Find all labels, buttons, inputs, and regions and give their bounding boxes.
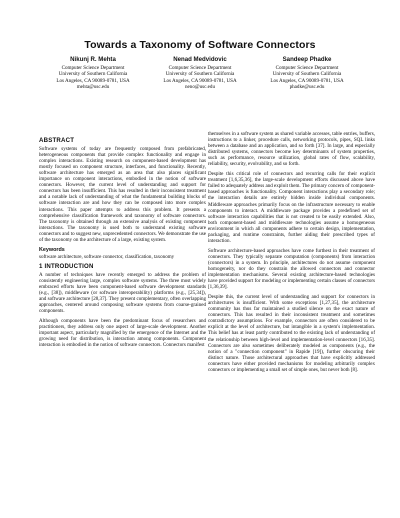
author-addr: Los Angeles, CA 90089-0781, USA: [270, 77, 344, 84]
author-email: neno@usc.edu: [184, 83, 215, 90]
author-3: [254, 57, 360, 90]
author-univ: University of Southern California: [165, 71, 235, 78]
intro-paragraph-1: A number of techniques have recently emerged to address the problem of consistently engineering large, complex software systems. The three most widely embraced efforts have been component-based software development standards (e.g., [38]), middleware (or software interoperability) platforms (e.g., [25,34]), and software architecture [28,37]. They present complementary, often overlapping approaches, centered around composing software systems from coarse-grained components.: [39, 271, 206, 315]
author-block: [40, 57, 360, 90]
author-1: [40, 57, 146, 90]
abstract-heading: ABSTRACT: [39, 137, 75, 144]
author-dept: Computer Science Department: [61, 65, 125, 72]
author-name: Nikunj R. Mehta: [70, 56, 116, 63]
right-paragraph-1: themselves in a software system as shared variable accesses, table entries, buffers, instructions to a linker, procedure calls, networking protocols, pipes, SQL links between a database and an application, and so forth [37]. In large, and especially distributed systems, connectors become key determinants of system properties, such as performance, resource utilization, global rates of flow, scalability, reliability, security, evolvability, and so forth.: [208, 131, 375, 168]
author-addr: Los Angeles, CA 90089-0781, USA: [56, 77, 130, 84]
keywords-text: software architecture, software connector, classification, taxonomy: [39, 253, 175, 260]
author-univ: University of Southern California: [58, 71, 128, 78]
intro-paragraph-2: Although components have been the predominant focus of researchers and practitioners, they address only one aspect of large-scale development. Another important aspect, particularly magnified by the emergence of the Internet and the growing need for distribution, is interaction among components. Component interaction is embodied in the notion of software connectors. Connectors manifest: [39, 318, 206, 349]
left-column: [39, 138, 206, 353]
author-email: phadke@usc.edu: [289, 83, 325, 90]
right-paragraph-2: Despite this critical role of connectors and recurring calls for their explicit treatment [1,6,35,36], the large-scale development efforts discussed above have failed to adequately address and exploit them. The primary concern of component-based approaches is functionality. Component interactions play a secondary role; the interaction details are entirely hidden inside individual components. Middleware approaches primarily focus on the infrastructure necessary to enable components to interact. A middleware package provides a predefined set of software interaction capabilities that is not created to be easily extended. Also, both component-based and middleware technologies assume a homogeneous environment in which all components adhere to certain design, implementation, packaging, and runtime constraints, further aiding their prescribed types of interaction.: [208, 171, 375, 244]
author-2: [147, 57, 253, 90]
author-name: Nenad Medvidovic: [173, 56, 227, 63]
introduction-heading: 1 INTRODUCTION: [39, 262, 94, 270]
right-column: [208, 131, 375, 377]
author-univ: University of Southern California: [272, 71, 342, 78]
keywords-heading: Keywords: [39, 246, 65, 253]
author-dept: Computer Science Department: [168, 65, 232, 72]
right-paragraph-4: Despite this, the current level of understanding and support for connectors in architectures is insufficient. With some exceptions [1,27,35], the architecture community has thus far maintained a studied silence on the exact nature of connectors. This has resulted in their inconsistent treatment and sometimes contradictory assumptions. For example, connectors are often considered to be explicit at the level of architecture, but intangible in a system's implementation. This belief has at least partly contributed to the existing lack of understanding of the relationship between high-level and implementation-level connectors [16,35]. Connectors are also sometimes deliberately modeled as components (e.g., the notion of a "connection component" in Rapide [19]), further obscuring their distinct nature. Those architectural approaches that have explicitly addressed connectors have either provided mechanisms for modeling arbitrarily complex connectors or implementing a small set of simple ones, but never both [8].: [208, 294, 375, 373]
author-addr: Los Angeles, CA 90089-0781, USA: [163, 77, 237, 84]
author-email: mehta@usc.edu: [76, 83, 110, 90]
right-paragraph-3: Software architecture-based approaches have come furthest in their treatment of connectors. They typically separate computation (components) from interaction (connectors) in a system. In principle, architectures do not assume component homogeneity, nor do they constrain the allowed connectors and connector implementation mechanisms. Several existing architecture-based technologies have provided support for modeling or implementing certain classes of connectors [1,36,39].: [208, 247, 375, 291]
paper-title: Towards a Taxonomy of Software Connectors: [84, 39, 316, 51]
author-name: Sandeep Phadke: [282, 56, 332, 63]
author-dept: Computer Science Department: [275, 65, 339, 72]
abstract-text: Software systems of today are frequently composed from prefabricated, heterogeneous components that provide complex functionality and engage in complex interactions. Existing research on component-based development has mostly focused on component structure, interfaces, and functionality. Recently, software architecture has emerged as an area that also places significant importance on component interactions, embodied in the notion of software connectors. However, the current level of understanding and support for connectors has been insufficient. This has resulted in their inconsistent treatment and a notable lack of understanding of what the fundamental building blocks of software interaction are and how they can be composed into more complex interactions. This paper attempts to address this problem. It presents a comprehensive classification framework and taxonomy of software connectors. The taxonomy is obtained through an extensive analysis of existing component interactions. The taxonomy is used both to understand existing software connectors and to suggest new, unprecedented connectors. We demonstrate the use of the taxonomy on the architecture of a large, existing system.: [39, 146, 206, 243]
